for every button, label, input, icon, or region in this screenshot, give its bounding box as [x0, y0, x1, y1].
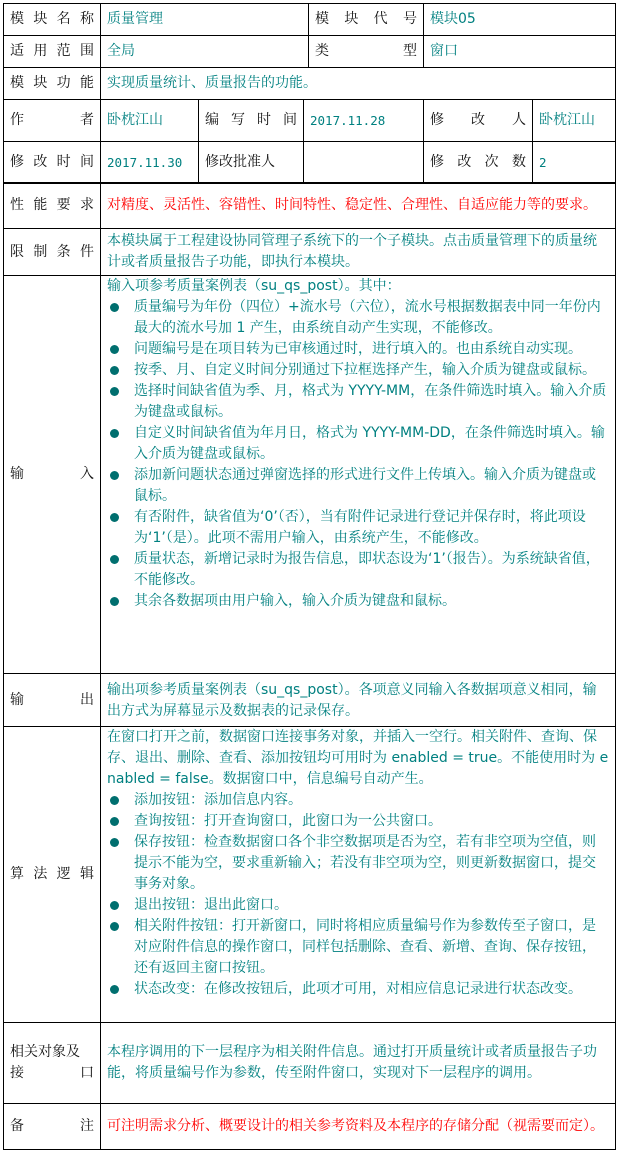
label-char: 功 — [56, 75, 71, 91]
label-char: 改 — [33, 153, 48, 170]
input-list — [107, 297, 609, 612]
bullet-item: 问题编号是在项目转为已审核通过时，进行填入的。也由系统自动实现。 — [107, 339, 609, 360]
label-char: 改 — [457, 153, 472, 170]
bullet-item: 按季、月、自定义时间分别通过下拉框选择产生，输入介质为键盘或鼠标。 — [107, 360, 609, 381]
label-char: 人 — [512, 111, 526, 128]
label-char: 称 — [79, 11, 94, 27]
label-char: 类 — [315, 43, 329, 59]
label-char: 模 — [315, 11, 329, 27]
label-char: 件 — [79, 243, 94, 260]
function-value: 实现质量统计、质量报告的功能。 — [101, 68, 616, 100]
label-char: 求 — [79, 197, 94, 213]
label-char: 时 — [257, 111, 271, 128]
label-char: 间 — [283, 111, 297, 128]
meta-table — [3, 99, 616, 184]
label-char: 用 — [33, 43, 48, 59]
input-value — [101, 276, 616, 674]
constraints-label — [4, 229, 101, 276]
bullet-item: 选择时间缺省值为季、月，格式为 YYYY-MM，在条件筛选时填入。输入介质为键盘或鼠标。 — [107, 381, 609, 423]
constraints-value: 本模块属于工程建设协同管理子系统下的一个子模块。点击质量管理下的质量统计或者质量报告子功能，即执行本模块。 — [101, 229, 616, 276]
label-char: 口 — [80, 1065, 94, 1081]
bullet-item: 查询按钮：打开查询窗口，此窗口为一公共窗口。 — [107, 811, 609, 832]
label-char: 型 — [403, 43, 417, 59]
bullet-item: 其余各数据项由用户输入，输入介质为键盘和鼠标。 — [107, 591, 609, 612]
label-char: 代 — [373, 11, 388, 27]
bullet-item: 质量编号为年份（四位）+流水号（六位），流水号根据数据表中同一年份内最大的流水号加 1 产生，由系统自动产生实现，不能修改。 — [107, 297, 609, 339]
label-char: 块 — [344, 11, 359, 27]
module-name-value: 质量管理 — [101, 4, 309, 36]
modify-time-value: 2017.11.30 — [101, 141, 199, 183]
label-char: 范 — [56, 43, 71, 59]
label-char: 次 — [484, 153, 499, 170]
scope-label — [4, 36, 101, 68]
bullet-item: 相关附件按钮：打开新窗口，同时将相应质量编号作为参数传至子窗口，是对应附件信息的操作窗口，同样包括删除、查看、新增、查询、保存按钮，还有返回主窗口按钮。 — [107, 916, 609, 979]
interface-label — [4, 1023, 101, 1104]
label-char: 条 — [56, 243, 71, 260]
label-char: 改 — [471, 111, 485, 128]
module-spec-document — [3, 3, 615, 1150]
author-value: 卧枕江山 — [101, 99, 199, 141]
label-char: 入 — [80, 466, 94, 482]
performance-value: 对精度、灵活性、容错性、时间特性、稳定性、合理性、自适应能力等的要求。 — [101, 183, 616, 229]
bullet-item: 添加新问题状态通过弹窗选择的形式进行文件上传填入。输入介质为键盘或鼠标。 — [107, 465, 609, 507]
label-char: 限 — [10, 243, 24, 260]
label-char: 法 — [33, 866, 48, 882]
label-char: 能 — [33, 197, 48, 213]
label-char: 出 — [80, 691, 94, 708]
label-char: 修 — [430, 111, 444, 128]
write-time-value: 2017.11.28 — [304, 99, 424, 141]
bullet-item: 质量状态，新增记录时为报告信息，即状态设为‘1’（报告）。为系统缺省值，不能修改。 — [107, 549, 609, 591]
label-char: 要 — [56, 197, 71, 213]
label-char: 制 — [33, 243, 48, 260]
module-name-label — [4, 4, 101, 36]
label-char: 输 — [10, 691, 24, 708]
bullet-item: 添加按钮：添加信息内容。 — [107, 790, 609, 811]
label-char: 块 — [33, 11, 48, 27]
performance-label — [4, 183, 101, 229]
remarks-value: 可注明需求分析、概要设计的相关参考资料及本程序的存储分配（视需要而定）。 — [101, 1104, 616, 1150]
label-char: 逻 — [56, 866, 71, 882]
input-intro: 输入项参考质量案例表（su_qs_post）。其中： — [107, 278, 401, 294]
label-char: 接 — [10, 1065, 24, 1081]
module-code-value: 模块05 — [424, 4, 616, 36]
label-char: 块 — [33, 75, 48, 91]
label-char: 时 — [56, 153, 71, 170]
label-char: 间 — [79, 153, 94, 170]
label-char: 模 — [10, 11, 24, 27]
interface-value: 本程序调用的下一层程序为相关附件信息。通过打开质量统计或者质量报告子功能，将质量编号作为参数，传至附件窗口，实现对下一层程序的调用。 — [101, 1023, 616, 1104]
label-char: 修 — [10, 153, 24, 170]
bullet-item: 状态改变：在修改按钮后，此项才可用，对相应信息记录进行状态改变。 — [107, 979, 609, 1000]
label-char: 围 — [79, 43, 94, 59]
label-char: 能 — [79, 75, 94, 91]
interface-label-line1: 相关对象及 — [10, 1044, 80, 1060]
label-char: 数 — [511, 153, 526, 170]
algorithm-value — [101, 727, 616, 1023]
bullet-item: 有否附件，缺省值为‘0’（否），当有附件记录进行登记并保存时，将此项设为‘1’（是）。此项不需用户输入，由系统产生，不能修改。 — [107, 507, 609, 549]
scope-value: 全局 — [101, 36, 309, 68]
label-char: 名 — [56, 11, 71, 27]
label-char: 模 — [10, 75, 24, 91]
label-char: 备 — [10, 1118, 24, 1134]
label-char: 算 — [10, 866, 24, 882]
type-value: 窗口 — [424, 36, 616, 68]
algorithm-list — [107, 790, 609, 1000]
modify-count-value: 2 — [533, 141, 616, 183]
author-label — [4, 99, 101, 141]
output-label — [4, 674, 101, 727]
input-label — [4, 276, 101, 674]
approver-value — [304, 141, 424, 183]
label-char: 写 — [231, 111, 245, 128]
modify-count-label — [424, 141, 533, 183]
label-char: 编 — [205, 111, 219, 128]
label-char: 号 — [402, 11, 417, 27]
type-label — [309, 36, 424, 68]
label-char: 注 — [80, 1118, 94, 1134]
label-char: 输 — [10, 466, 24, 482]
bullet-item: 自定义时间缺省值为年月日，格式为 YYYY-MM-DD，在条件筛选时填入。输入介质为键盘或鼠标。 — [107, 423, 609, 465]
modify-time-label — [4, 141, 101, 183]
label-char: 辑 — [79, 866, 94, 882]
output-value: 输出项参考质量案例表（su_qs_post）。各项意义同输入各数据项意义相同，输出方式为屏幕显示及数据表的记录保存。 — [101, 674, 616, 727]
write-time-label — [199, 99, 304, 141]
label-char: 者 — [80, 111, 94, 128]
modifier-label — [424, 99, 533, 141]
header-table — [3, 3, 616, 100]
bullet-item: 退出按钮：退出此窗口。 — [107, 895, 609, 916]
algorithm-label — [4, 727, 101, 1023]
function-label — [4, 68, 101, 100]
modifier-value: 卧枕江山 — [533, 99, 616, 141]
approver-label: 修改批准人 — [199, 141, 304, 183]
label-char: 适 — [10, 43, 24, 59]
label-char: 作 — [10, 111, 24, 128]
module-code-label — [309, 4, 424, 36]
bullet-item: 保存按钮：检查数据窗口各个非空数据项是否为空，若有非空项为空值，则提示不能为空，要求重新输入；若没有非空项为空，则更新数据窗口，提交事务对象。 — [107, 832, 609, 895]
algorithm-intro: 在窗口打开之前，数据窗口连接事务对象，并插入一空行。相关附件、查询、保存、退出、删除、查看、添加按钮均可用时为 enabled = true。不能使用时为 enabled = false。数据窗口中，信息编号自动产生。 — [107, 729, 609, 787]
remarks-label — [4, 1104, 101, 1150]
body-table — [3, 182, 616, 1150]
label-char: 修 — [430, 153, 444, 170]
label-char: 性 — [10, 197, 24, 213]
